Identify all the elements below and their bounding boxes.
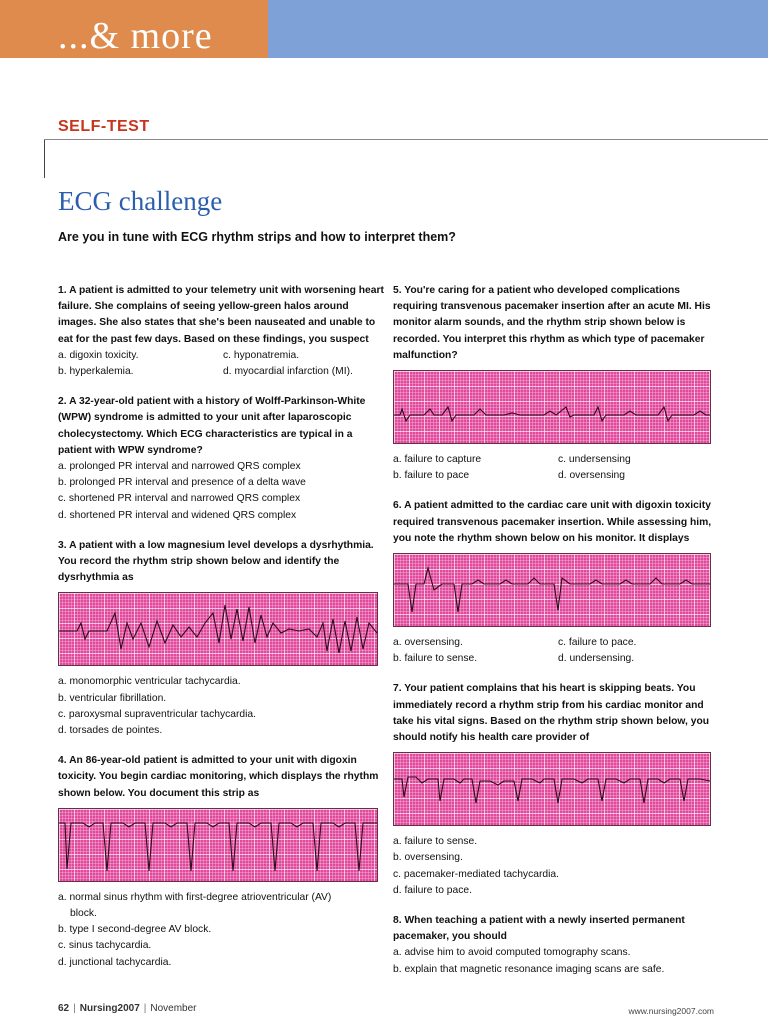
option-4d: d. junctional tachycardia. (58, 956, 172, 968)
option-3a: a. monomorphic ventricular tachycardia. (58, 676, 241, 688)
option-6c: c. failure to pace. (558, 637, 637, 649)
question-6-stem: 6. A patient admitted to the cardiac care unit with digoxin toxicity required transvenous pacemaker insertion. While assessing him, you note the rhythm shown below on his monitor. It displays (393, 500, 712, 544)
question-5 (393, 283, 723, 484)
option-7c: c. pacemaker-mediated tachycardia. (393, 868, 559, 880)
option-4c: c. sinus tachycardia. (58, 940, 152, 952)
ecg-strip-7 (393, 752, 711, 826)
question-6-options (393, 635, 723, 667)
question-3 (58, 538, 388, 739)
option-1c: c. hyponatremia. (223, 349, 300, 361)
section-label: SELF-TEST (58, 118, 150, 135)
question-5-stem: 5. You're caring for a patient who developed complications requiring transvenous pacemaker insertion after an acute MI. His monitor alarm sounds, and the rhythm strip shown below is recorded. You interpret this rhythm as which type of pacemaker malfunction? (393, 285, 711, 361)
banner-blue-block (268, 0, 768, 58)
option-5a: a. failure to capture (393, 454, 482, 466)
banner-title: ...& more (58, 15, 213, 57)
issue-month: November (150, 1003, 197, 1014)
question-5-options (393, 452, 723, 484)
ecg-trace-3 (59, 593, 377, 665)
section-rule (44, 139, 768, 140)
right-column (393, 283, 723, 978)
ecg-trace-6 (394, 554, 710, 626)
ecg-strip-6 (393, 553, 711, 627)
question-7 (393, 681, 723, 899)
option-4b: b. type I second-degree AV block. (58, 924, 212, 936)
question-8 (393, 913, 723, 978)
ecg-strip-5 (393, 370, 711, 444)
question-3-stem: 3. A patient with a low magnesium level develops a dysrhythmia. You record the rhythm strip shown below and identify the dysrhythmia as (58, 539, 374, 584)
question-1-options (58, 348, 388, 380)
option-2c: c. shortened PR interval and narrowed QRS complex (58, 493, 301, 505)
question-4 (58, 753, 388, 971)
option-5b: b. failure to pace (393, 470, 470, 482)
footer-url-link[interactable]: www.nursing2007.com (628, 1006, 714, 1016)
option-3c: c. paroxysmal supraventricular tachycardia. (58, 708, 257, 720)
option-1a: a. digoxin toxicity. (58, 349, 139, 361)
option-5c: c. undersensing (558, 454, 631, 466)
page-subtitle: Are you in tune with ECG rhythm strips and how to interpret them? (58, 230, 456, 244)
page-title: ECG challenge (58, 186, 223, 216)
magazine-name: Nursing2007 (79, 1003, 140, 1014)
question-1-stem: 1. A patient is admitted to your telemetry unit with worsening heart failure. She complains of seeing yellow-green halos around images. She also states that she's been nauseated and unable to eat for the past few days. Based on these findings, you suspect (58, 285, 384, 345)
question-4-stem: 4. An 86-year-old patient is admitted to your unit with digoxin toxicity. You begin cardiac monitoring, which displays the rhythm shown below. You document this strip as (58, 755, 379, 799)
option-1b: b. hyperkalemia. (58, 366, 134, 378)
left-column (58, 283, 388, 971)
option-8b: b. explain that magnetic resonance imaging scans are safe. (393, 963, 665, 975)
ecg-trace-4 (59, 809, 377, 881)
question-2-stem: 2. A 32-year-old patient with a history of Wolff-Parkinson-White (WPW) syndrome is admitted to your unit after laparoscopic cholecystectomy. Which ECG characteristics are typical in a patient with WPW syndrome? (58, 396, 366, 456)
question-7-stem: 7. Your patient complains that his heart is skipping beats. You immediately record a rhythm strip from his cardiac monitor and take his vital signs. Based on the rhythm strip shown below, you should notify his health care provider of (393, 683, 710, 744)
option-5d: d. oversensing (558, 470, 625, 482)
option-3b: b. ventricular fibrillation. (58, 692, 167, 704)
option-2b: b. prolonged PR interval and presence of a delta wave (58, 477, 306, 489)
option-7a: a. failure to sense. (393, 836, 478, 848)
page-number: 62 (58, 1003, 70, 1014)
option-7b: b. oversensing. (393, 852, 463, 864)
option-6b: b. failure to sense. (393, 653, 478, 665)
question-8-stem: 8. When teaching a patient with a newly inserted permanent pacemaker, you should (393, 915, 685, 943)
option-6d: d. undersensing. (558, 653, 635, 665)
ecg-strip-4 (58, 808, 378, 882)
question-1 (58, 283, 388, 380)
margin-rule (44, 140, 45, 178)
page-footer: 62 | Nursing2007 | November (58, 1003, 197, 1014)
option-1d: d. myocardial infarction (MI). (223, 366, 353, 378)
ecg-trace-7 (394, 753, 710, 825)
option-2a: a. prolonged PR interval and narrowed QRS complex (58, 461, 301, 473)
option-8a: a. advise him to avoid computed tomography scans. (393, 947, 631, 959)
question-2 (58, 394, 388, 524)
option-4a-continued: block. (70, 908, 97, 920)
question-6 (393, 498, 723, 667)
option-2d: d. shortened PR interval and widened QRS complex (58, 509, 297, 521)
ecg-strip-3 (58, 592, 378, 666)
option-7d: d. failure to pace. (393, 884, 472, 896)
option-4a: a. normal sinus rhythm with first-degree atrioventricular (AV) (58, 891, 332, 903)
ecg-trace-5 (394, 371, 710, 443)
option-6a: a. oversensing. (393, 637, 463, 649)
option-3d: d. torsades de pointes. (58, 725, 163, 737)
